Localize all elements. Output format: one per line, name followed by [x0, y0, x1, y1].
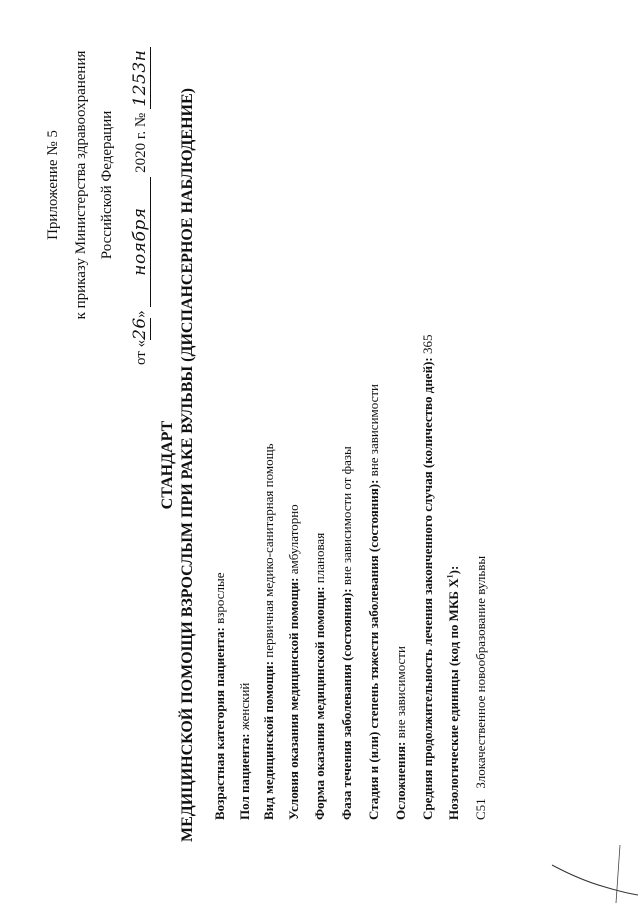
field-complications [394, 646, 407, 820]
nosology-entry [474, 556, 487, 820]
field-value: плановая [312, 532, 327, 584]
date-year: 2020 г. № [133, 112, 149, 173]
standard-title: МЕДИЦИНСКОЙ ПОМОЩИ ВЗРОСЛЫМ ПРИ РАКЕ ВУЛЬВЫ (ДИСПАНСЕРНОЕ НАБЛЮДЕНИЕ) [179, 88, 196, 842]
order-number: 1253н [130, 47, 151, 109]
field-label: Форма оказания медицинской помощи: [312, 586, 327, 820]
field-disease-phase [340, 446, 353, 820]
field-treatment-duration [421, 335, 434, 820]
pen-stroke-mark [550, 835, 640, 905]
field-value: женский [237, 682, 252, 731]
field-label: Средняя продолжительность лечения законченного случая (количество дней): [420, 357, 435, 820]
date-day: 26 [130, 317, 150, 340]
order-reference: к приказу Министерства здравоохранения [73, 50, 89, 320]
field-label: Пол пациента: [237, 733, 252, 820]
federation-line: Российской Федерации [99, 110, 115, 260]
nosology-label: Нозологические единицы (код по МКБ $X^1$): [446, 565, 462, 820]
field-age-category [213, 573, 226, 820]
field-value: вне зависимости [393, 646, 408, 739]
icd-code: C51 [473, 798, 488, 820]
field-care-conditions [287, 504, 300, 820]
field-value: вне зависимости от фазы [339, 446, 354, 586]
field-label: Вид медицинской помощи: [261, 660, 276, 820]
field-value: амбулаторно [286, 504, 301, 575]
field-value: вне зависимости [366, 384, 381, 477]
annex-number: Приложение № 5 [45, 130, 61, 240]
field-care-type [262, 443, 275, 820]
order-date-line [130, 5, 151, 365]
field-value: первичная медико-санитарная помощь [261, 443, 276, 658]
field-label: Стадия и (или) степень тяжести заболевания (состояния): [366, 479, 381, 820]
field-value: 365 [420, 334, 435, 355]
nosology-heading [447, 566, 460, 820]
field-label: Осложнения: [393, 741, 408, 820]
field-label: Возрастная категория пациента: [212, 627, 227, 820]
footnote-ref: 1 [446, 574, 455, 579]
standard-heading: СТАНДАРТ [159, 420, 176, 510]
field-label: Фаза течения заболевания (состояния): [339, 588, 354, 820]
date-mid: » [133, 310, 149, 318]
date-month: ноября [130, 177, 151, 307]
icd-description: Злокачественное новообразование вульвы [473, 555, 488, 789]
field-label: Условия оказания медицинской помощи: [286, 577, 301, 820]
date-prefix: от « [133, 339, 149, 365]
field-value: взрослые [212, 572, 227, 624]
field-disease-stage [367, 384, 380, 820]
field-sex [238, 683, 251, 820]
field-care-form [313, 533, 326, 820]
